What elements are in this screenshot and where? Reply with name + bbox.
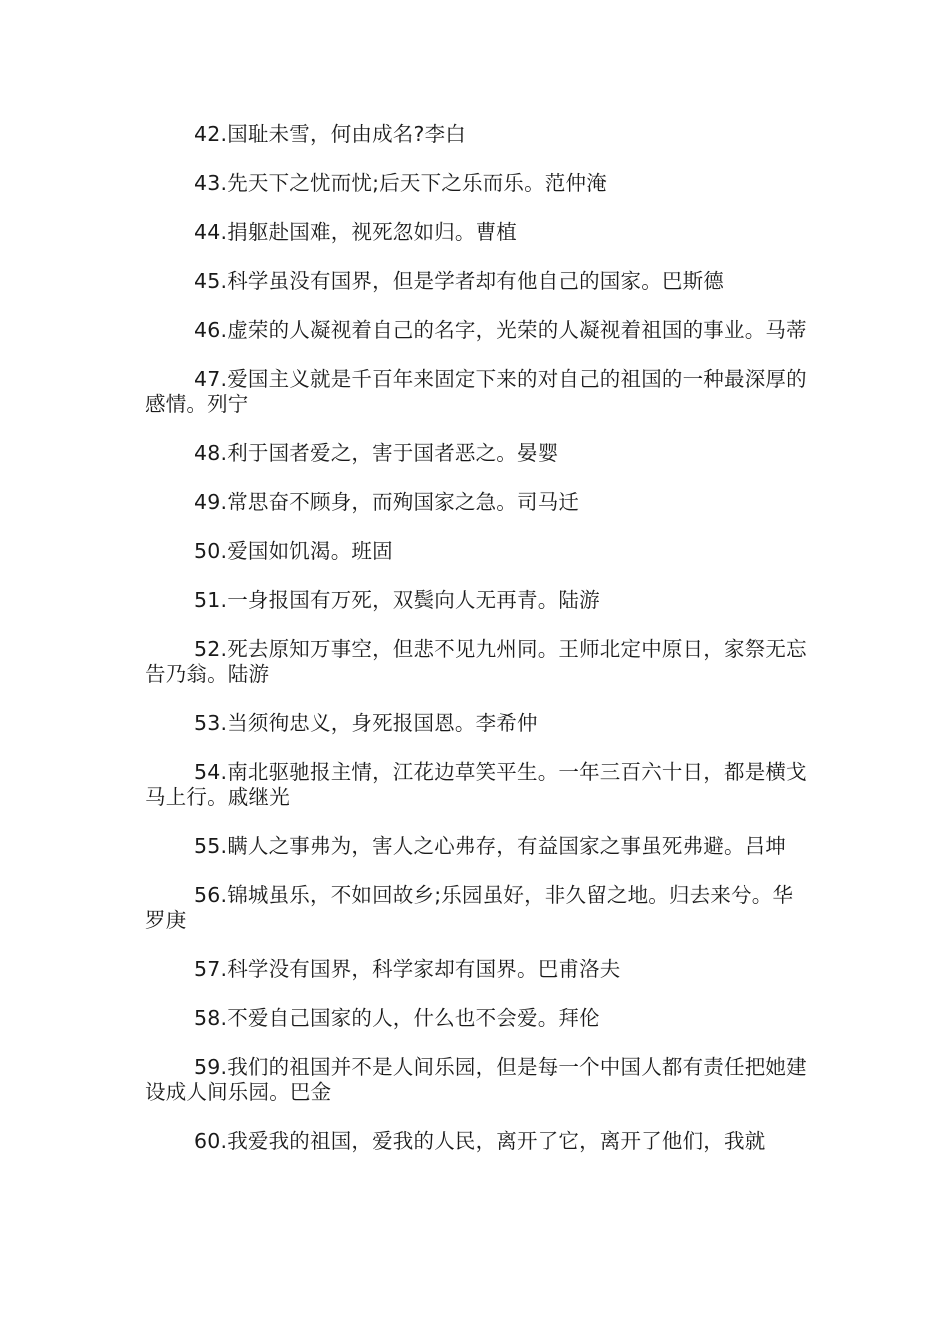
quote-paragraph-56: 56.锦城虽乐，不如回故乡;乐园虽好，非久留之地。归去来兮。华罗庚 bbox=[145, 883, 794, 932]
quote-paragraph-59: 59.我们的祖国并不是人间乐园，但是每一个中国人都有责任把她建设成人间乐园。巴金 bbox=[145, 1055, 807, 1104]
quote-paragraph-45: 45.科学虽没有国界，但是学者却有他自己的国家。巴斯德 bbox=[194, 269, 725, 293]
quote-paragraph-49: 49.常思奋不顾身，而殉国家之急。司马迁 bbox=[194, 490, 580, 514]
quote-paragraph-43: 43.先天下之忧而忧;后天下之乐而乐。范仲淹 bbox=[194, 171, 607, 195]
quote-paragraph-57: 57.科学没有国界，科学家却有国界。巴甫洛夫 bbox=[194, 957, 621, 981]
quote-paragraph-58: 58.不爱自己国家的人，什么也不会爱。拜伦 bbox=[194, 1006, 600, 1030]
quote-paragraph-42: 42.国耻未雪，何由成名?李白 bbox=[194, 122, 466, 146]
quote-paragraph-51: 51.一身报国有万死，双鬓向人无再青。陆游 bbox=[194, 588, 600, 612]
quote-list bbox=[145, 122, 810, 1178]
quote-paragraph-54: 54.南北驱驰报主情，江花边草笑平生。一年三百六十日，都是横戈马上行。戚继光 bbox=[145, 760, 807, 809]
quote-paragraph-60: 60.我爱我的祖国，爱我的人民，离开了它，离开了他们，我就 bbox=[194, 1129, 766, 1153]
quote-paragraph-52: 52.死去原知万事空，但悲不见九州同。王师北定中原日，家祭无忘告乃翁。陆游 bbox=[145, 637, 807, 686]
quote-paragraph-46: 46.虚荣的人凝视着自己的名字，光荣的人凝视着祖国的事业。马蒂 bbox=[194, 318, 807, 342]
quote-paragraph-44: 44.捐躯赴国难，视死忽如归。曹植 bbox=[194, 220, 518, 244]
quote-paragraph-48: 48.利于国者爱之，害于国者恶之。晏婴 bbox=[194, 441, 559, 465]
quote-paragraph-47: 47.爱国主义就是千百年来固定下来的对自己的祖国的一种最深厚的感情。列宁 bbox=[145, 367, 807, 416]
quote-paragraph-50: 50.爱国如饥渴。班固 bbox=[194, 539, 393, 563]
quote-paragraph-53: 53.当须徇忠义，身死报国恩。李希仲 bbox=[194, 711, 538, 735]
quote-paragraph-55: 55.瞒人之事弗为，害人之心弗存，有益国家之事虽死弗避。吕坤 bbox=[194, 834, 787, 858]
